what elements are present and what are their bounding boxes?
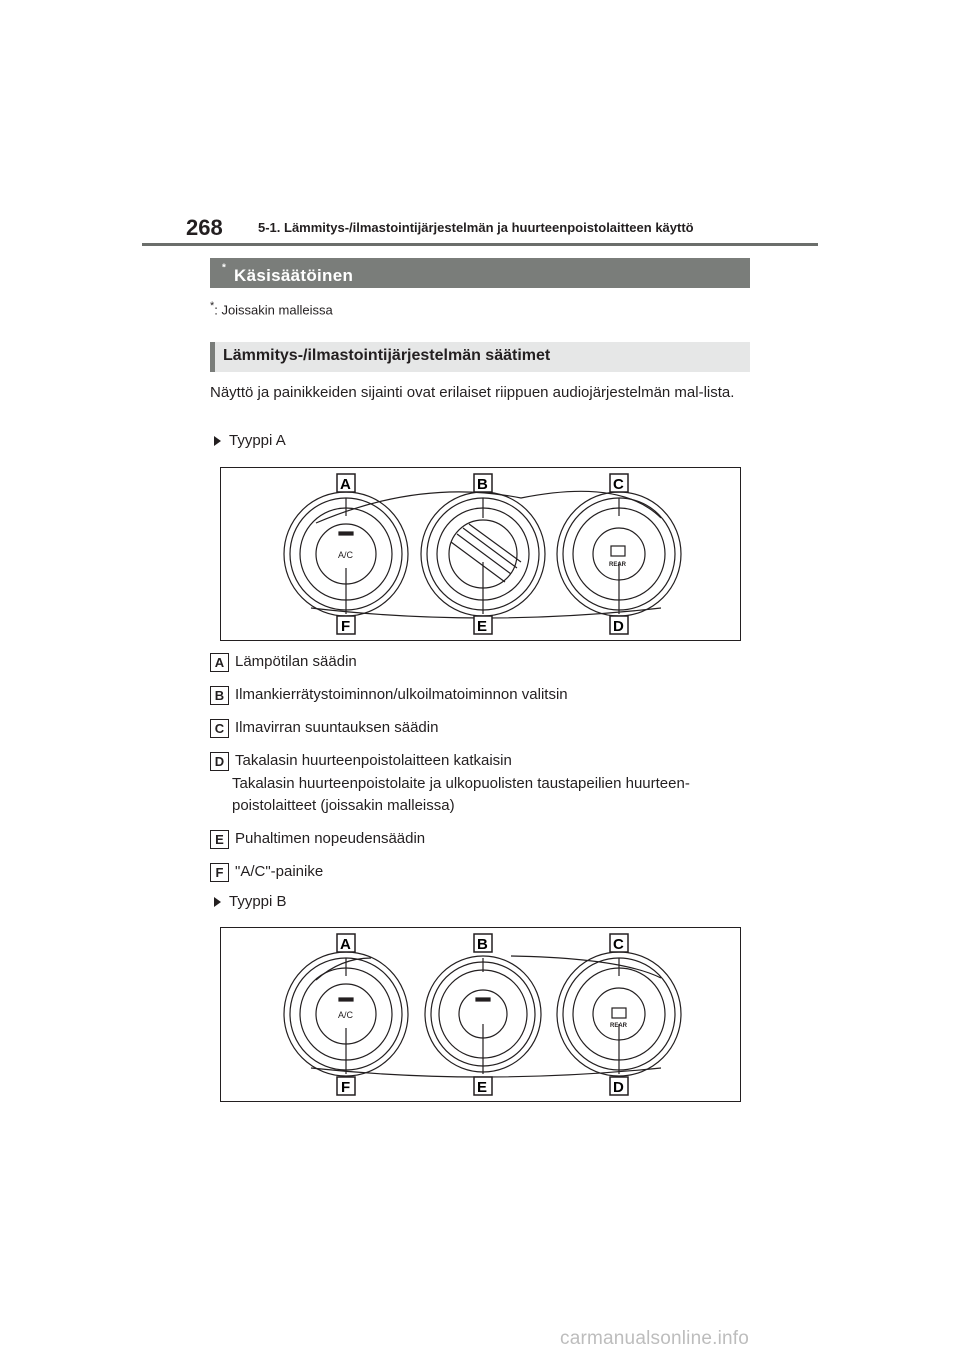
legend-item-c xyxy=(210,717,438,739)
climate-panel-b-diagram xyxy=(221,928,740,1101)
figure-type-b xyxy=(220,927,741,1102)
subsection-title: Lämmitys-/ilmastointijärjestelmän säätimet xyxy=(223,347,551,364)
section-asterisk: * xyxy=(222,262,227,274)
figure-type-a xyxy=(220,467,741,641)
callout-f: F xyxy=(341,618,351,635)
footnote-mark: * xyxy=(210,300,215,312)
triangle-bullet-icon xyxy=(214,436,221,446)
callout-e: E xyxy=(477,1079,488,1096)
legend-text-f: "A/C"-painike xyxy=(235,863,324,880)
legend-key-d: D xyxy=(210,752,229,771)
callout-c: C xyxy=(613,936,624,953)
climate-panel-a-diagram xyxy=(221,468,740,640)
subsection-heading xyxy=(210,342,750,372)
type-a-heading xyxy=(214,432,286,449)
legend-key-a: A xyxy=(210,653,229,672)
legend-key-b: B xyxy=(210,686,229,705)
type-b-heading xyxy=(214,893,287,910)
legend-key-f: F xyxy=(210,863,229,882)
rear-text-a: REAR xyxy=(609,562,627,568)
legend-key-c: C xyxy=(210,719,229,738)
legend-item-f xyxy=(210,861,323,883)
section-heading xyxy=(210,258,750,305)
legend-item-a xyxy=(210,651,357,673)
callout-f: F xyxy=(341,1079,351,1096)
callout-d: D xyxy=(613,1079,624,1096)
triangle-bullet-icon xyxy=(214,897,221,907)
callout-d: D xyxy=(613,618,624,635)
callout-c: C xyxy=(613,476,624,493)
legend-text-b: Ilmankierrätystoiminnon/ulkoilmatoiminnon valitsin xyxy=(235,686,568,703)
section-title: Käsisäätöinen lämmitys-/ilmastointijärjestelmä xyxy=(234,266,502,305)
header-divider xyxy=(142,243,818,246)
type-a-label: Tyyppi A xyxy=(229,432,286,449)
legend-key-e: E xyxy=(210,830,229,849)
page-number: 268 xyxy=(186,215,223,240)
legend-item-e xyxy=(210,828,425,850)
callout-b: B xyxy=(477,476,488,493)
legend-item-d xyxy=(210,750,512,772)
legend-item-b xyxy=(210,684,568,706)
legend-text-d: Takalasin huurteenpoistolaitteen katkaisin xyxy=(235,752,512,769)
intro-paragraph: Näyttö ja painikkeiden sijainti ovat erilaiset riippuen audiojärjestelmän mal-lista. xyxy=(210,384,735,401)
callout-a: A xyxy=(340,476,351,493)
footnote xyxy=(210,300,333,317)
legend-text-a: Lämpötilan säädin xyxy=(235,653,357,670)
legend-sub-d: Takalasin huurteenpoistolaite ja ulkopuolisten taustapeilien huurteen-poistolaitteet (joissakin malleissa) xyxy=(232,775,690,814)
footnote-text: : Joissakin malleissa xyxy=(214,302,333,318)
ac-knob-text-a: A/C xyxy=(338,550,354,560)
type-b-label: Tyyppi B xyxy=(229,893,287,910)
callout-a: A xyxy=(340,936,351,953)
ac-knob-text-b: A/C xyxy=(338,1010,354,1020)
legend-text-c: Ilmavirran suuntauksen säädin xyxy=(235,719,439,736)
callout-e: E xyxy=(477,618,488,635)
callout-b: B xyxy=(477,936,488,953)
legend-text-e: Puhaltimen nopeudensäädin xyxy=(235,830,426,847)
chapter-title: 5-1. Lämmitys-/ilmastointijärjestelmän ja huurteenpoistolaitteen käyttö xyxy=(258,220,694,235)
rear-text-b: REAR xyxy=(610,1023,628,1029)
watermark: carmanualsonline.info xyxy=(560,1328,750,1349)
